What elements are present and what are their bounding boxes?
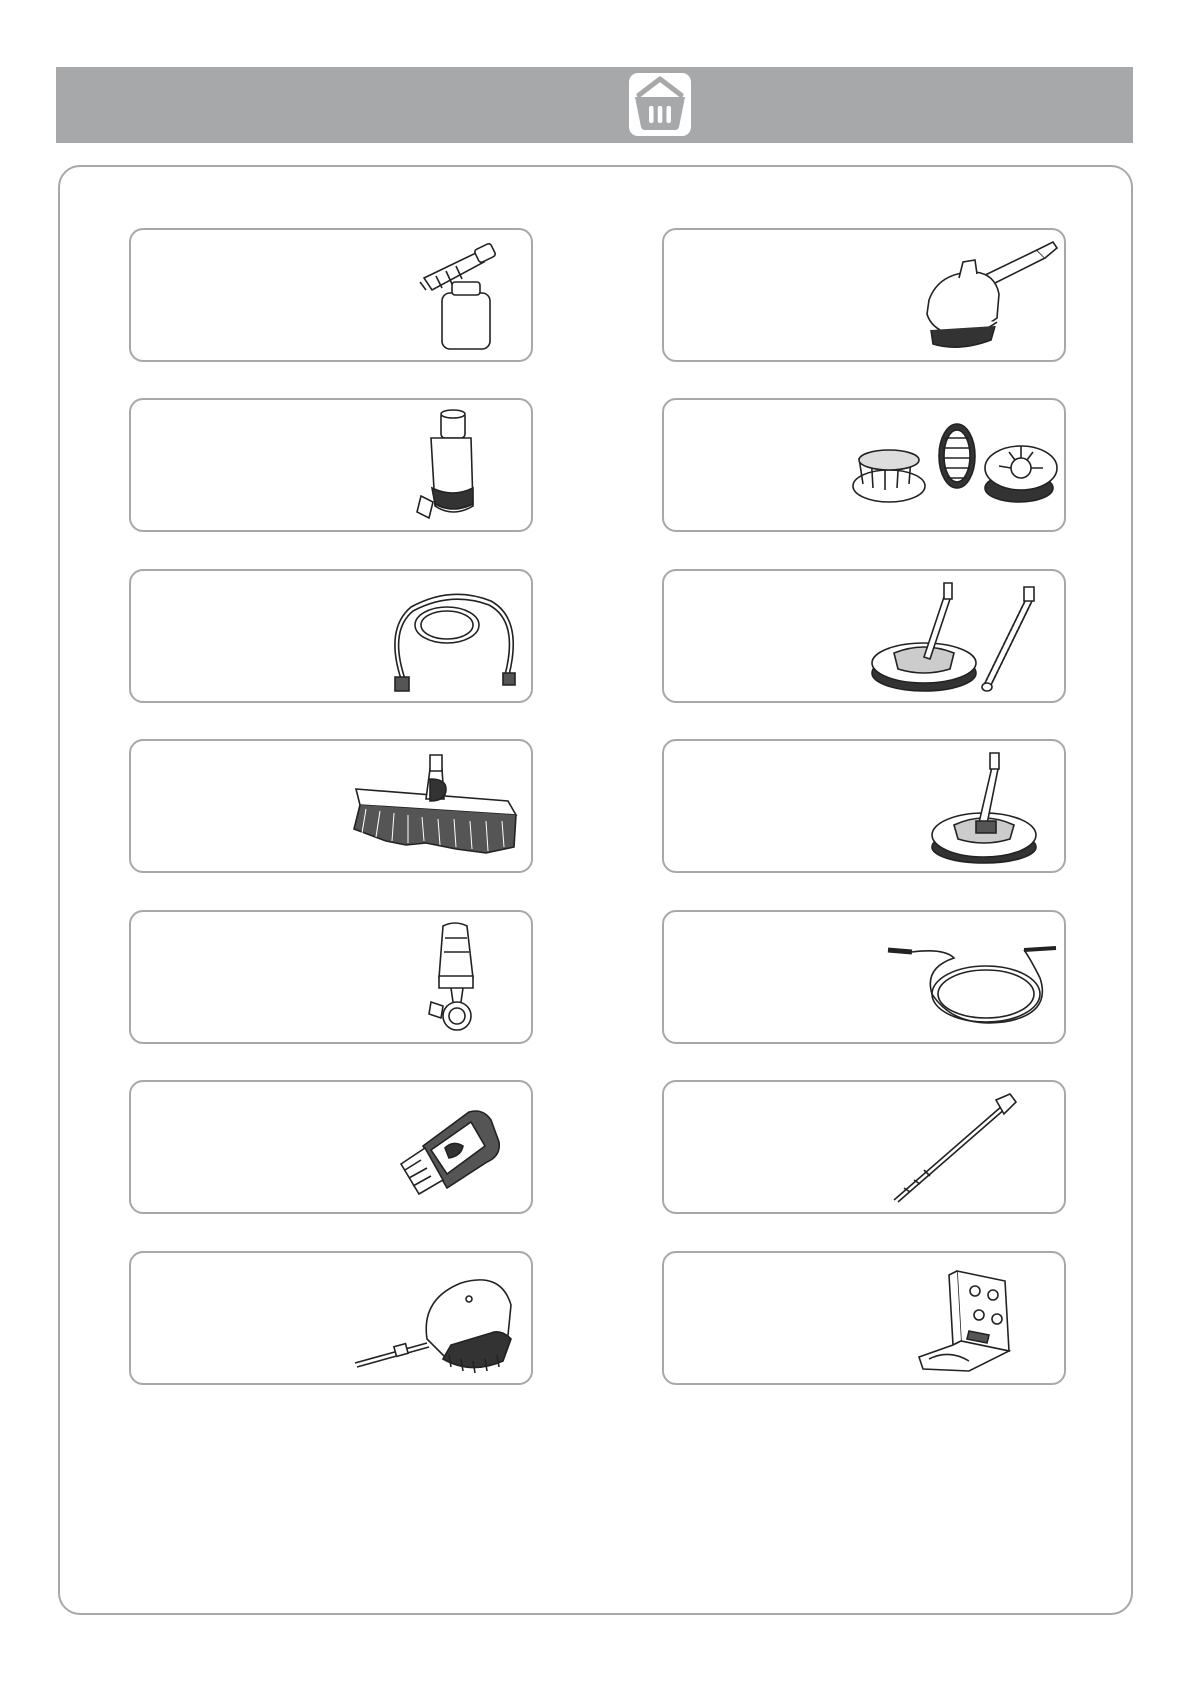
basket-icon [629,73,691,136]
hose-coupling-adapter-icon [391,1090,511,1208]
flat-wash-brush-icon [346,749,531,867]
header-bar [56,67,1133,143]
accessory-card-wall-bracket [662,1251,1066,1385]
rotating-round-brush-icon [351,1259,531,1381]
accessory-card-hose-coupling [129,1080,533,1214]
accessory-card-detergent-connector [129,398,533,532]
high-pressure-hose-icon [884,918,1064,1040]
accessory-card-foam-sprayer [129,228,533,362]
accessory-card-round-brush [129,1251,533,1385]
wall-bracket-icon [909,1261,1019,1379]
accessory-card-rotary-nozzle [129,910,533,1044]
accessories-frame [58,165,1133,1615]
suction-hose-icon [381,579,526,697]
patio-cleaner-icon [914,747,1054,869]
detergent-bottle-connector-icon [401,408,491,526]
rotating-brush-heads-set-icon [849,408,1059,526]
wash-brush-with-handle-icon [919,238,1059,356]
foam-sprayer-bottle-icon [416,238,506,356]
accessory-card-flat-wash-brush [129,739,533,873]
accessory-card-patio-cleaner [662,739,1066,873]
patio-cleaner-with-extension-icon [864,577,1059,699]
accessory-card-high-pressure-hose [662,910,1066,1044]
accessory-card-suction-hose [129,569,533,703]
accessory-card-extension-lance [662,1080,1066,1214]
extension-lance-icon [884,1090,1024,1208]
accessory-card-wash-brush-handle [662,228,1066,362]
rotary-nozzle-icon [411,918,501,1040]
accessory-card-rotating-brush-set [662,398,1066,532]
accessory-card-patio-cleaner-extension [662,569,1066,703]
